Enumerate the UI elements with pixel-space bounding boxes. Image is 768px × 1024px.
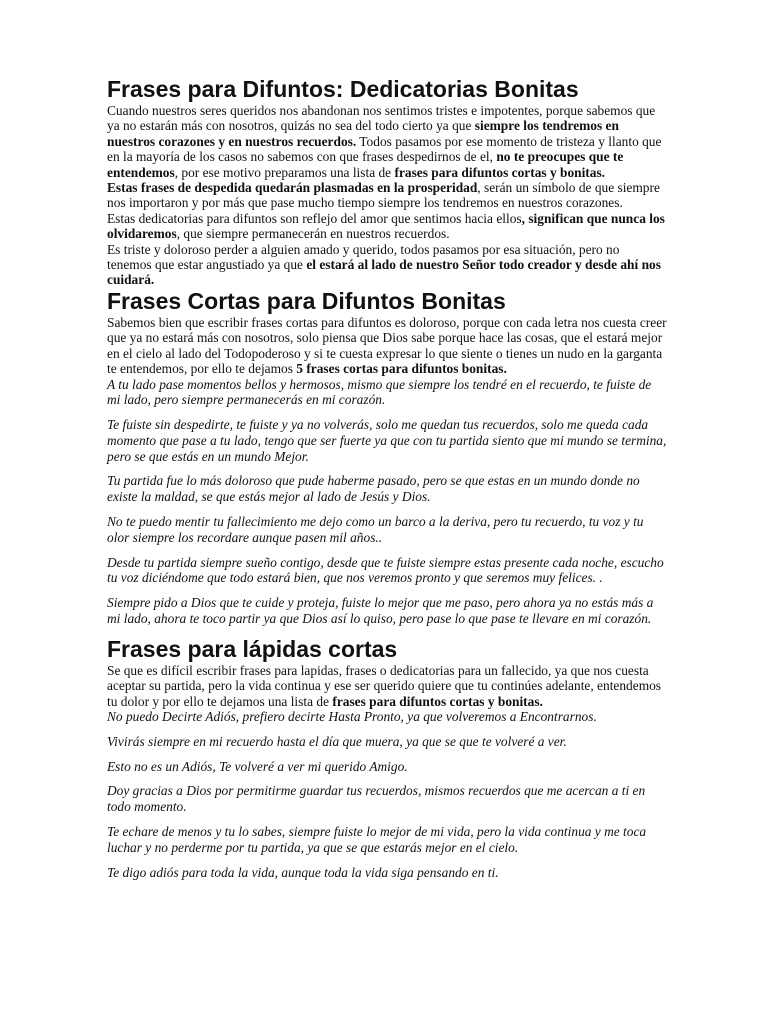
quote: No te puedo mentir tu fallecimiento me dejo como un barco a la deriva, pero tu recuerdo, tu voz y tu olor siempre los recordare aunque pasen mil años.. <box>107 514 644 545</box>
quote: Siempre pido a Dios que te cuide y proteja, fuiste lo mejor que me paso, pero ahora ya no estás más a mi lado, ahora te toco partir ya que Dios así lo quiso, pero pase lo que pase te llevare en mi corazón. <box>107 595 654 627</box>
text-run: , que siempre permanecerán en nuestros recuerdos. <box>176 226 450 242</box>
text-run: Cuando nuestros seres queridos nos abandonan nos sentimos tristes e impotentes, porque sabemos que ya no estarán más con nosotros, quizás no sea del todo cierto ya que <box>107 103 656 134</box>
intro-paragraph <box>107 180 667 211</box>
quote: No puedo Decirte Adiós, prefiero decirte Hasta Pronto, ya que volveremos a Encontrarnos. <box>107 709 597 725</box>
section-intro <box>107 315 667 377</box>
bold-text: siempre los tendremos en nuestros corazones y en nuestros recuerdos. <box>107 118 619 149</box>
quote-list <box>107 377 667 627</box>
text-run: Sabemos bien que escribir frases cortas para difuntos es doloroso, porque con cada letra nos cuesta creer que ya no estará más con nosotros, solo piensa que Dios sabe porque hace las cosas, que el estará mejor en el cielo al lado del Todopoderoso y si te cuesta expresar lo que siente o tienes un nudo en la garganta te entendemos, por ello te dejamos <box>107 314 667 377</box>
intro-paragraph <box>107 211 667 242</box>
bold-text: , significan que nunca los olvidaremos <box>107 210 665 242</box>
section-heading: Frases Cortas para Difuntos Bonitas <box>107 287 506 314</box>
section-heading: Frases para lápidas cortas <box>107 635 398 662</box>
text-run: Estas dedicatorias para difuntos son reflejo del amor que sentimos hacia ellos <box>107 210 522 226</box>
quote: Esto no es un Adiós, Te volveré a ver mi querido Amigo. <box>107 758 408 774</box>
section-intro <box>107 663 667 709</box>
text-run: Todos pasamos por ese momento de tristeza y llanto que en la mayoría de los casos no sabemos con que frases despedirnos de el, <box>107 133 662 165</box>
bold-text: no te preocupes que te entendemos <box>107 149 624 180</box>
bold-text: frases para difuntos cortas y bonitas. <box>332 693 543 709</box>
bold-text: 5 frases cortas para difuntos bonitas. <box>296 361 507 377</box>
text-run: , por ese motivo preparamos una lista de <box>174 164 395 180</box>
text-run: Se que es difícil escribir frases para lapidas, frases o dedicatorias para un fallecido, ya que nos cuesta aceptar su partida, pero la vida continua y ese ser querido quiere que tu continúes adelante, entendemos tu dolor y por ello te dejamos una lista de <box>107 662 662 709</box>
text-run: Es triste y doloroso perder a alguien amado y querido, todos pasamos por esa situación, pero no tenemos que estar angustiado ya que <box>107 241 620 273</box>
document-content <box>107 78 667 889</box>
bold-text: el estará al lado de nuestro Señor todo creador y desde ahí nos cuidará. <box>107 257 661 288</box>
intro-paragraph <box>107 242 667 288</box>
quote: A tu lado pase momentos bellos y hermosos, mismo que siempre los tendré en el recuerdo, te fuiste de mi lado, pero siempre permanecerás en mi corazón. <box>107 376 652 408</box>
quote-list <box>107 709 667 880</box>
text-run: , serán un símbolo de que siempre nos importaron y por más que pase mucho tiempo siempre los tendremos en nuestros corazones. <box>107 180 660 211</box>
quote: Desde tu partida siempre sueño contigo, desde que te fuiste siempre estas presente cada noche, escucho tu voz diciéndome que todo estará bien, que nos veremos pronto y que seremos muy felices. . <box>107 554 664 586</box>
intro-paragraph <box>107 103 667 180</box>
quote: Doy gracias a Dios por permitirme guardar tus recuerdos, mismos recuerdos que me acercan a ti en todo momento. <box>107 783 646 815</box>
bold-text: frases para difuntos cortas y bonitas. <box>394 164 606 180</box>
quote: Te digo adiós para toda la vida, aunque toda la vida siga pensando en ti. <box>107 864 499 880</box>
quote: Te fuiste sin despedirte, te fuiste y ya no volverás, solo me quedan tus recuerdos, solo me queda cada momento que pase a tu lado, tengo que ser fuerte ya que con tu partida siento que mi mundo se termina, pero se que estás en un mundo Mejor. <box>107 417 667 464</box>
page-title: Frases para Difuntos: Dedicatorias Bonitas <box>107 76 579 102</box>
bold-text: Estas frases de despedida quedarán plasmadas en la prosperidad <box>107 180 478 196</box>
quote: Vivirás siempre en mi recuerdo hasta el día que muera, ya que se que te volveré a ver. <box>107 733 567 749</box>
quote: Tu partida fue lo más doloroso que pude haberme pasado, pero se que estas en un mundo donde no existe la maldad, se que estás mejor al lado de Jesús y Dios. <box>107 473 640 505</box>
quote: Te echare de menos y tu lo sabes, siempre fuiste lo mejor de mi vida, pero la vida continua y me toca luchar y no perderme por tu partida, ya que se que estarás mejor en el cielo. <box>107 824 647 855</box>
